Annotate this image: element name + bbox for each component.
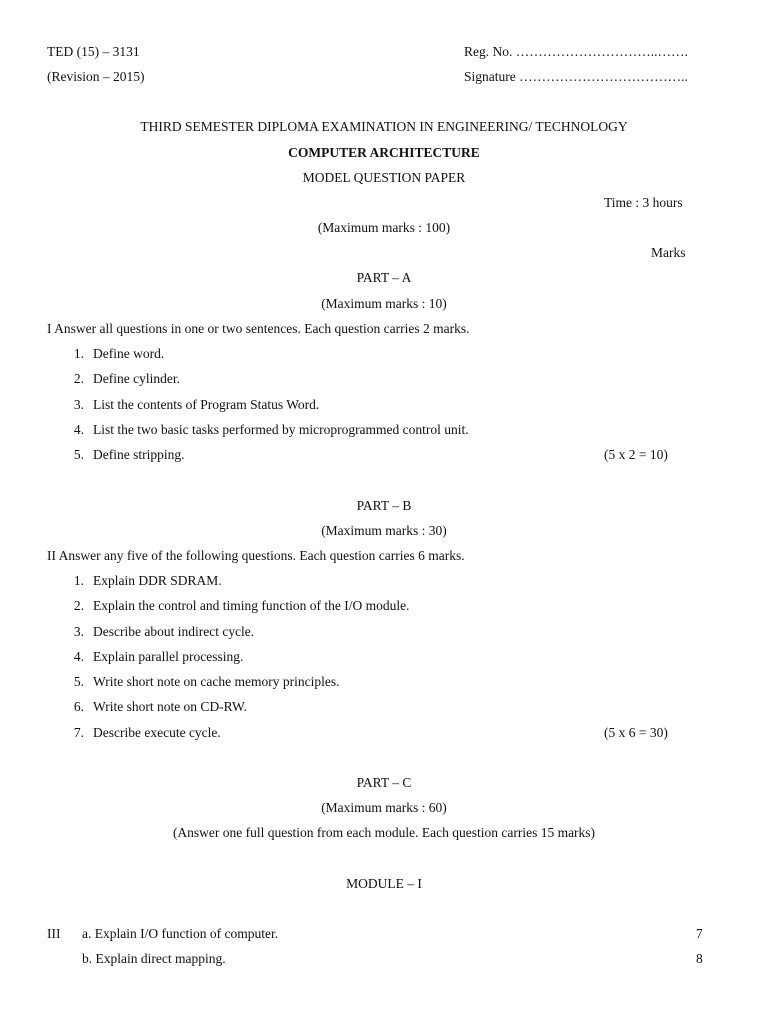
part-a-title: PART – A [356, 270, 412, 285]
question-text: List the contents of Program Status Word. [93, 397, 320, 412]
part-a-marks-total: (5 x 2 = 10) [604, 447, 668, 462]
question-marks: 7 [696, 926, 703, 941]
question-number: 4. [73, 649, 84, 664]
question-number: 2. [73, 598, 84, 613]
question-text: Explain parallel processing. [93, 649, 244, 664]
question-number: 1. [73, 573, 84, 588]
question-item [0, 371, 768, 387]
question-text: Explain the control and timing function of the I/O module. [93, 598, 410, 613]
question-item [0, 397, 768, 413]
question-item [0, 624, 768, 640]
part-b-title: PART – B [356, 498, 412, 513]
question-item [0, 725, 768, 741]
part-a-max-marks: (Maximum marks : 10) [321, 296, 447, 311]
question-text: Write short note on cache memory principles. [93, 674, 340, 689]
question-text: Explain DDR SDRAM. [93, 573, 222, 588]
maximum-marks: (Maximum marks : 100) [317, 220, 451, 235]
question-item [0, 447, 768, 463]
question-text: Describe execute cycle. [93, 725, 221, 740]
part-a-instruction: I Answer all questions in one or two sentences. Each question carries 2 marks. [47, 321, 470, 336]
exam-title: THIRD SEMESTER DIPLOMA EXAMINATION IN ENGINEERING/ TECHNOLOGY [140, 119, 628, 134]
part-b-max-marks: (Maximum marks : 30) [321, 523, 447, 538]
question-text: a. Explain I/O function of computer. [82, 926, 279, 941]
question-number: 7. [73, 725, 84, 740]
question-item [0, 674, 768, 690]
question-number: 4. [73, 422, 84, 437]
question-item [0, 951, 768, 967]
question-text: Define cylinder. [93, 371, 180, 386]
question-item [0, 573, 768, 589]
revision: (Revision – 2015) [47, 69, 145, 84]
question-text: Write short note on CD-RW. [93, 699, 247, 714]
module-title: MODULE – I [346, 876, 422, 891]
question-text: Define stripping. [93, 447, 185, 462]
question-number: 2. [73, 371, 84, 386]
paper-code: TED (15) – 3131 [47, 44, 140, 59]
question-text: Describe about indirect cycle. [93, 624, 255, 639]
question-number: III [47, 926, 61, 941]
question-text: List the two basic tasks performed by microprogrammed control unit. [93, 422, 469, 437]
question-marks: 8 [696, 951, 703, 966]
time-allowed: Time : 3 hours [604, 195, 683, 210]
paper-type: MODEL QUESTION PAPER [302, 170, 466, 185]
question-number: 3. [73, 397, 84, 412]
question-item [0, 926, 768, 942]
marks-column-label: Marks [651, 245, 686, 260]
signature-field: Signature ……………………………….. [464, 69, 688, 84]
part-b-instruction: II Answer any five of the following questions. Each question carries 6 marks. [47, 548, 465, 563]
question-number: 6. [73, 699, 84, 714]
part-c-instruction: (Answer one full question from each module. Each question carries 15 marks) [172, 825, 596, 840]
part-c-title: PART – C [356, 775, 412, 790]
question-number: 5. [73, 674, 84, 689]
reg-no-field: Reg. No. …………………………..……. [464, 44, 688, 59]
part-c-max-marks: (Maximum marks : 60) [321, 800, 447, 815]
subject-title: COMPUTER ARCHITECTURE [288, 145, 480, 160]
question-number: 3. [73, 624, 84, 639]
question-number: 1. [73, 346, 84, 361]
question-number: 5. [73, 447, 84, 462]
question-text: Define word. [93, 346, 165, 361]
question-item [0, 598, 768, 614]
question-item [0, 422, 768, 438]
question-item [0, 346, 768, 362]
question-item [0, 649, 768, 665]
question-text: b. Explain direct mapping. [82, 951, 226, 966]
part-b-marks-total: (5 x 6 = 30) [604, 725, 668, 740]
question-item [0, 699, 768, 715]
